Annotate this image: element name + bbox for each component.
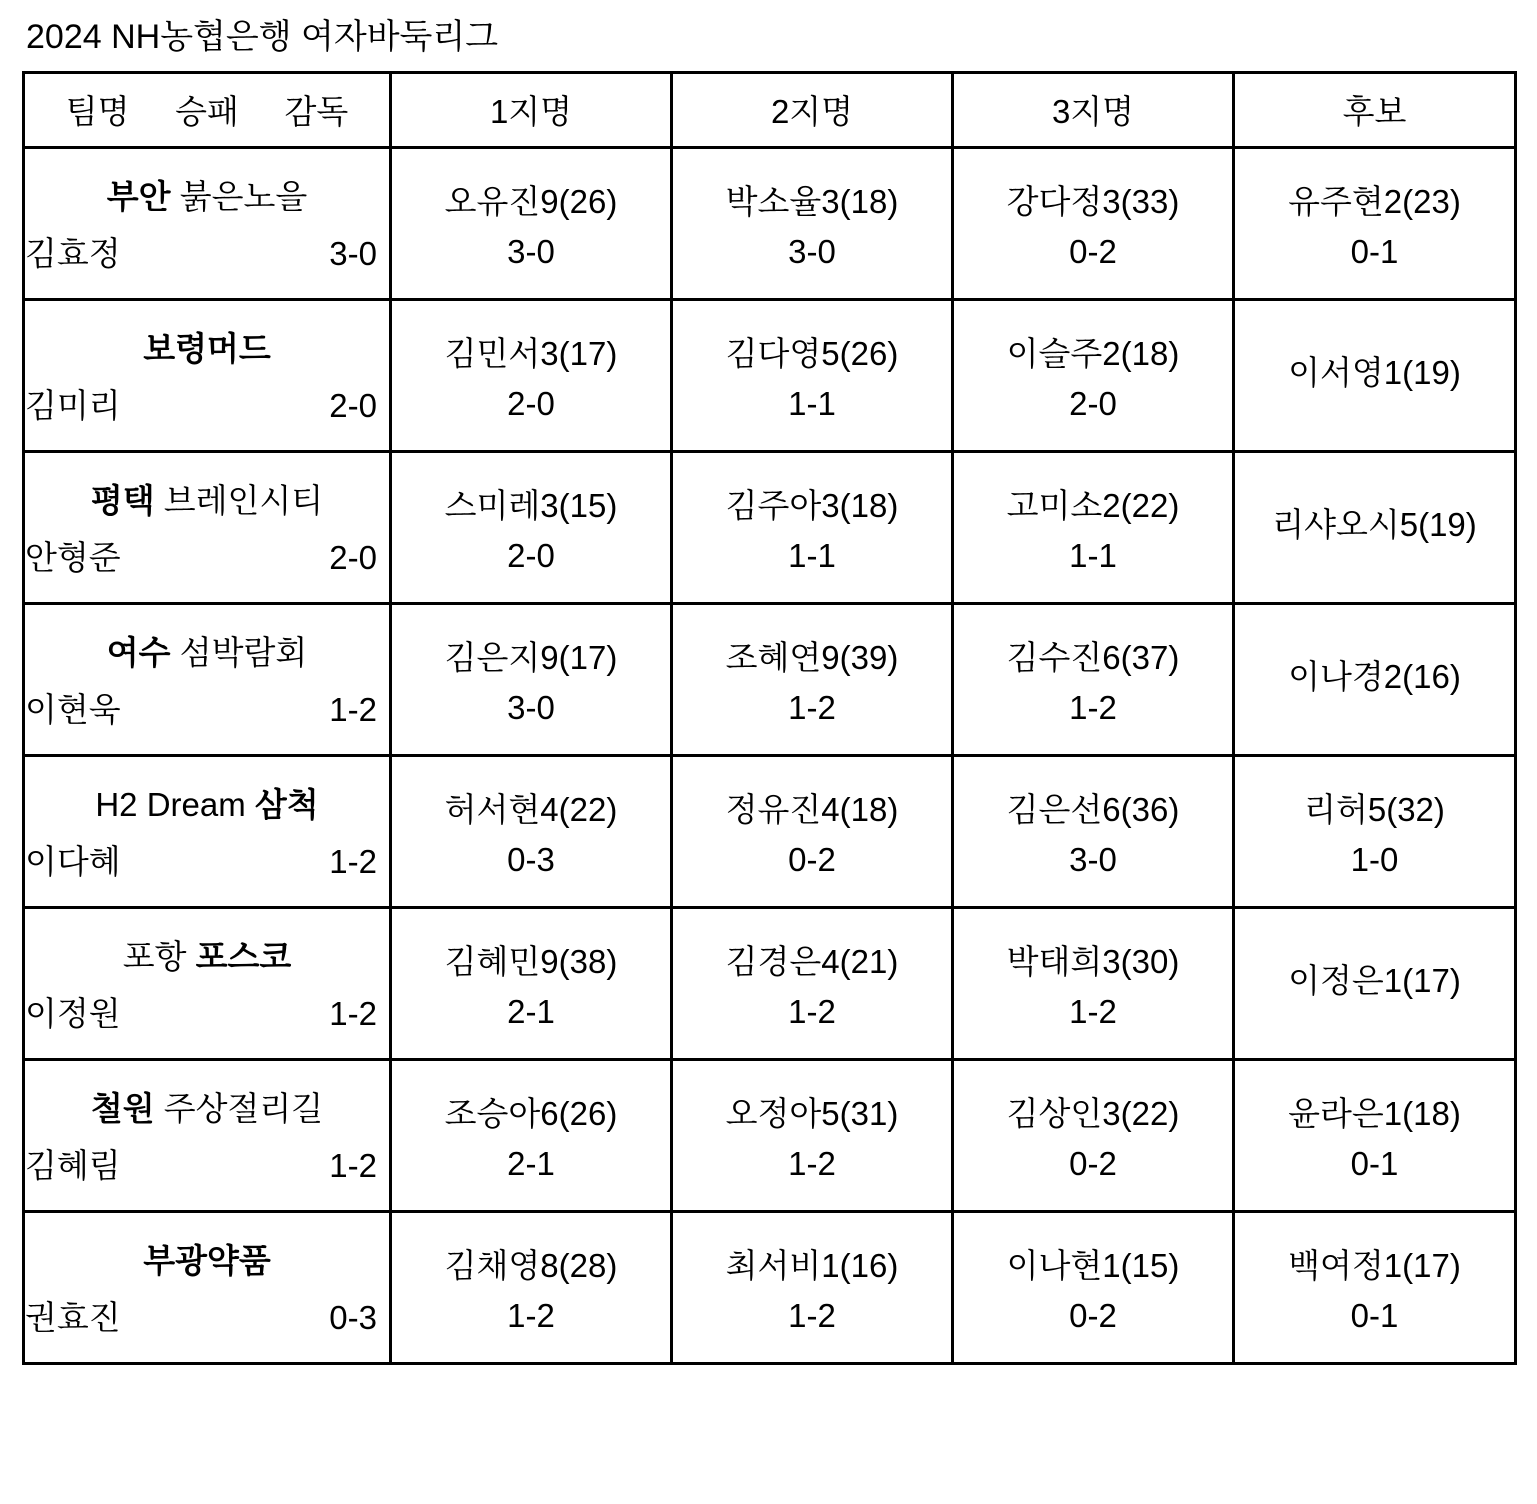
league-standings-table (22, 71, 1517, 1365)
table-row (24, 147, 1516, 299)
team-record: 1-2 (329, 691, 377, 728)
player-name: 김민서3(17) (444, 334, 618, 372)
player-name: 이슬주2(18) (1006, 334, 1180, 372)
player-record: 1-2 (788, 1144, 836, 1182)
team-name-primary: 부광약품 (143, 1242, 271, 1279)
coach-and-record (25, 380, 389, 427)
player-cell-pick3 (953, 147, 1234, 299)
team-name (25, 1083, 389, 1130)
player-name: 박소율3(18) (725, 182, 899, 220)
team-name-secondary: 섬박람회 (179, 634, 308, 671)
team-cell (24, 755, 391, 907)
table-row (24, 755, 1516, 907)
team-name (25, 323, 389, 370)
team-name (25, 1235, 389, 1282)
player-name: 이서영1(19) (1288, 353, 1461, 391)
table-row (24, 907, 1516, 1059)
player-name: 김상인3(22) (1006, 1094, 1180, 1132)
team-name-primary: 평택 (90, 482, 155, 519)
player-name: 김다영5(26) (725, 334, 899, 372)
player-cell-substitute (1234, 603, 1516, 755)
player-cell-pick3 (953, 603, 1234, 755)
player-cell-substitute (1234, 1211, 1516, 1363)
player-cell-substitute (1234, 299, 1516, 451)
team-name-primary: 철원 (90, 1090, 155, 1127)
coach-name: 김미리 (25, 387, 121, 424)
player-cell-pick3 (953, 755, 1234, 907)
team-name-primary: 보령머드 (143, 330, 271, 367)
coach-name: 김혜림 (25, 1147, 121, 1184)
table-row (24, 1211, 1516, 1363)
team-name-secondary: 삼척 (254, 786, 319, 823)
player-name: 강다정3(33) (1006, 182, 1180, 220)
player-record: 1-1 (788, 536, 836, 574)
team-record: 3-0 (329, 235, 377, 272)
player-record: 2-0 (1069, 384, 1117, 422)
team-record: 2-0 (329, 387, 377, 424)
player-name: 리샤오시5(19) (1272, 505, 1477, 543)
player-name: 이나경2(16) (1288, 657, 1461, 695)
table-body (24, 147, 1516, 1363)
player-cell-pick3 (953, 451, 1234, 603)
team-name-primary: 부안 (106, 178, 171, 215)
coach-and-record (25, 1140, 389, 1187)
player-record: 1-2 (1069, 992, 1117, 1030)
player-name: 정유진4(18) (725, 790, 899, 828)
player-cell-pick2 (672, 1059, 953, 1211)
coach-and-record (25, 988, 389, 1035)
player-record: 0-2 (1069, 1144, 1117, 1182)
player-name: 리허5(32) (1304, 790, 1445, 828)
player-record: 0-1 (1350, 1296, 1399, 1334)
player-name: 김은지9(17) (444, 638, 618, 676)
player-cell-pick2 (672, 603, 953, 755)
team-cell (24, 907, 391, 1059)
player-record: 1-1 (788, 384, 836, 422)
header-pick1: 1지명 (391, 72, 672, 147)
team-name (25, 171, 389, 218)
team-cell (24, 1211, 391, 1363)
team-name (25, 779, 389, 826)
player-name: 오유진9(26) (444, 182, 618, 220)
player-cell-pick1 (391, 147, 672, 299)
player-cell-pick2 (672, 1211, 953, 1363)
coach-and-record (25, 836, 389, 883)
team-name (25, 931, 389, 978)
player-record: 1-2 (788, 992, 836, 1030)
header-row (24, 72, 1516, 147)
player-cell-pick1 (391, 755, 672, 907)
team-record: 1-2 (329, 843, 377, 880)
page-title: 2024 NH농협은행 여자바둑리그 (26, 18, 499, 56)
header-team-name: 팀명 (65, 93, 130, 130)
player-record: 3-0 (788, 232, 836, 270)
player-record: 1-2 (507, 1296, 555, 1334)
team-cell (24, 299, 391, 451)
player-cell-pick3 (953, 1059, 1234, 1211)
coach-and-record (25, 1292, 389, 1339)
team-name-secondary: 브레인시티 (163, 482, 324, 519)
player-record: 1-2 (1069, 688, 1117, 726)
player-record: 3-0 (507, 232, 555, 270)
player-name: 김주아3(18) (725, 486, 899, 524)
team-name-primary: 포항 (122, 938, 187, 975)
team-record: 1-2 (329, 1147, 377, 1184)
team-cell (24, 451, 391, 603)
team-cell (24, 1059, 391, 1211)
player-cell-pick1 (391, 299, 672, 451)
table-header (24, 72, 1516, 147)
player-record: 0-2 (788, 840, 836, 878)
team-record: 2-0 (329, 539, 377, 576)
header-coach: 감독 (284, 93, 349, 130)
team-name (25, 475, 389, 522)
player-cell-pick3 (953, 299, 1234, 451)
player-record: 1-2 (788, 688, 836, 726)
header-pick2: 2지명 (672, 72, 953, 147)
player-record: 1-1 (1069, 536, 1117, 574)
player-name: 최서비1(16) (725, 1246, 899, 1284)
table-row (24, 299, 1516, 451)
player-cell-pick3 (953, 1211, 1234, 1363)
coach-name: 김효정 (25, 235, 121, 272)
player-cell-pick2 (672, 147, 953, 299)
player-name: 김채영8(28) (444, 1246, 618, 1284)
player-record: 1-0 (1350, 840, 1399, 878)
team-name-primary: 여수 (106, 634, 171, 671)
player-record: 2-0 (507, 384, 555, 422)
header-pick3: 3지명 (953, 72, 1234, 147)
player-record: 2-1 (507, 1144, 555, 1182)
coach-name: 권효진 (25, 1299, 121, 1336)
team-record: 1-2 (329, 995, 377, 1032)
player-name: 김혜민9(38) (444, 942, 618, 980)
table-row (24, 451, 1516, 603)
player-name: 스미레3(15) (444, 486, 618, 524)
player-cell-substitute (1234, 451, 1516, 603)
player-name: 이나현1(15) (1006, 1246, 1180, 1284)
team-name (25, 627, 389, 674)
coach-and-record (25, 228, 389, 275)
player-record: 0-1 (1350, 232, 1399, 270)
coach-name: 안형준 (25, 539, 121, 576)
player-record: 0-2 (1069, 232, 1117, 270)
player-cell-pick3 (953, 907, 1234, 1059)
player-cell-substitute (1234, 907, 1516, 1059)
player-cell-pick2 (672, 907, 953, 1059)
player-cell-pick2 (672, 299, 953, 451)
coach-name: 이정원 (25, 995, 121, 1032)
player-name: 오정아5(31) (725, 1094, 899, 1132)
player-name: 고미소2(22) (1006, 486, 1180, 524)
player-name: 유주현2(23) (1288, 182, 1461, 220)
header-team-group (24, 72, 391, 147)
player-cell-substitute (1234, 147, 1516, 299)
player-name: 조혜연9(39) (725, 638, 899, 676)
player-record: 2-1 (507, 992, 555, 1030)
coach-name: 이현욱 (25, 691, 121, 728)
player-record: 1-2 (788, 1296, 836, 1334)
player-cell-pick1 (391, 603, 672, 755)
player-cell-pick2 (672, 755, 953, 907)
table-row (24, 1059, 1516, 1211)
player-name: 이정은1(17) (1288, 961, 1461, 999)
player-record: 0-1 (1350, 1144, 1399, 1182)
header-record: 승패 (175, 93, 239, 130)
player-cell-pick2 (672, 451, 953, 603)
team-name-secondary: 주상절리길 (163, 1090, 324, 1127)
player-name: 백여정1(17) (1288, 1246, 1461, 1284)
coach-and-record (25, 532, 389, 579)
player-cell-pick1 (391, 1211, 672, 1363)
team-name-secondary: 포스코 (195, 938, 292, 975)
player-record: 0-3 (507, 840, 555, 878)
player-name: 김은선6(36) (1006, 790, 1180, 828)
player-record: 3-0 (1069, 840, 1117, 878)
coach-and-record (25, 684, 389, 731)
player-cell-substitute (1234, 755, 1516, 907)
player-cell-pick1 (391, 451, 672, 603)
header-substitute: 후보 (1234, 72, 1516, 147)
team-name-primary: H2 Dream (95, 786, 246, 823)
team-cell (24, 147, 391, 299)
team-cell (24, 603, 391, 755)
player-cell-substitute (1234, 1059, 1516, 1211)
team-record: 0-3 (329, 1299, 377, 1336)
player-record: 3-0 (507, 688, 555, 726)
player-record: 2-0 (507, 536, 555, 574)
team-name-secondary: 붉은노을 (179, 178, 308, 215)
player-name: 윤라은1(18) (1288, 1094, 1461, 1132)
player-name: 김수진6(37) (1006, 638, 1180, 676)
player-cell-pick1 (391, 1059, 672, 1211)
player-name: 김경은4(21) (725, 942, 899, 980)
player-record: 0-2 (1069, 1296, 1117, 1334)
table-row (24, 603, 1516, 755)
player-cell-pick1 (391, 907, 672, 1059)
player-name: 박태희3(30) (1006, 942, 1180, 980)
player-name: 허서현4(22) (444, 790, 618, 828)
coach-name: 이다혜 (25, 843, 121, 880)
player-name: 조승아6(26) (444, 1094, 618, 1132)
